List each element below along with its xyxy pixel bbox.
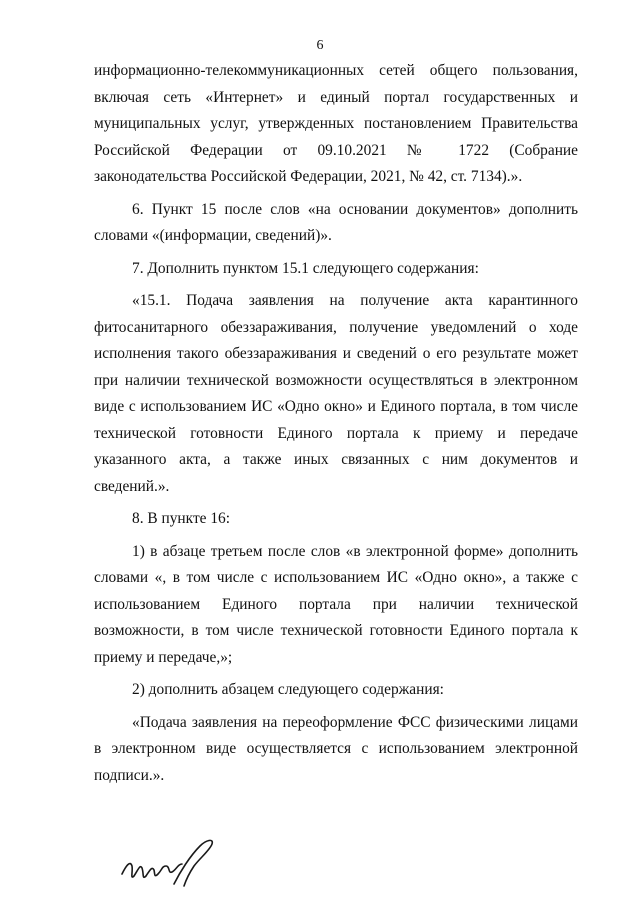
paragraph-subitem-2: 2) дополнить абзацем следующего содержания: xyxy=(132,681,444,698)
paragraph-subitem-1: 1) в абзаце третьем после слов «в электронной форме» дополнить словами «, в том числе с использованием ИС «Одно окно», а также с использованием Единого портала при наличии технической возможности, в том числе технической готовности Единого портала к приему и передаче,»; xyxy=(94,542,578,666)
page-number: 6 xyxy=(316,38,324,53)
paragraph-item-15-1: «15.1. Подача заявления на получение акта карантинного фитосанитарного обеззараживания, получение уведомлений о ходе исполнения такого обеззараживания и сведений о его результате может при наличии технической возможности осуществляться в электронном виде с использованием ИС «Одно окно» и Единого портала, в том числе технической готовности Единого портала к приему и передаче указанного акта, а также иных связанных с ним документов и сведений.». xyxy=(94,292,578,495)
paragraph-item-8: 8. В пункте 16: xyxy=(132,510,231,527)
paragraph-quoted-addition: «Подача заявления на переоформление ФСС физическими лицами в электронном виде осуществляется с использованием электронной подписи.». xyxy=(94,713,578,784)
paragraph-item-6: 6. Пункт 15 после слов «на основании документов» дополнить словами «(информации, сведений)». xyxy=(94,200,578,244)
document-body xyxy=(94,58,578,789)
paragraph-continuation: информационно-телекоммуникационных сетей общего пользования, включая сеть «Интернет» и единый портал государственных и муниципальных услуг, утвержденных постановлением Правительства Российской Федерации от 09.10.2021 № 1722 (Собрание законодательства Российской Федерации, 2021, № 42, ст. 7134).». xyxy=(94,62,578,185)
handwritten-signature xyxy=(118,836,228,888)
paragraph-item-7: 7. Дополнить пунктом 15.1 следующего содержания: xyxy=(132,259,479,277)
